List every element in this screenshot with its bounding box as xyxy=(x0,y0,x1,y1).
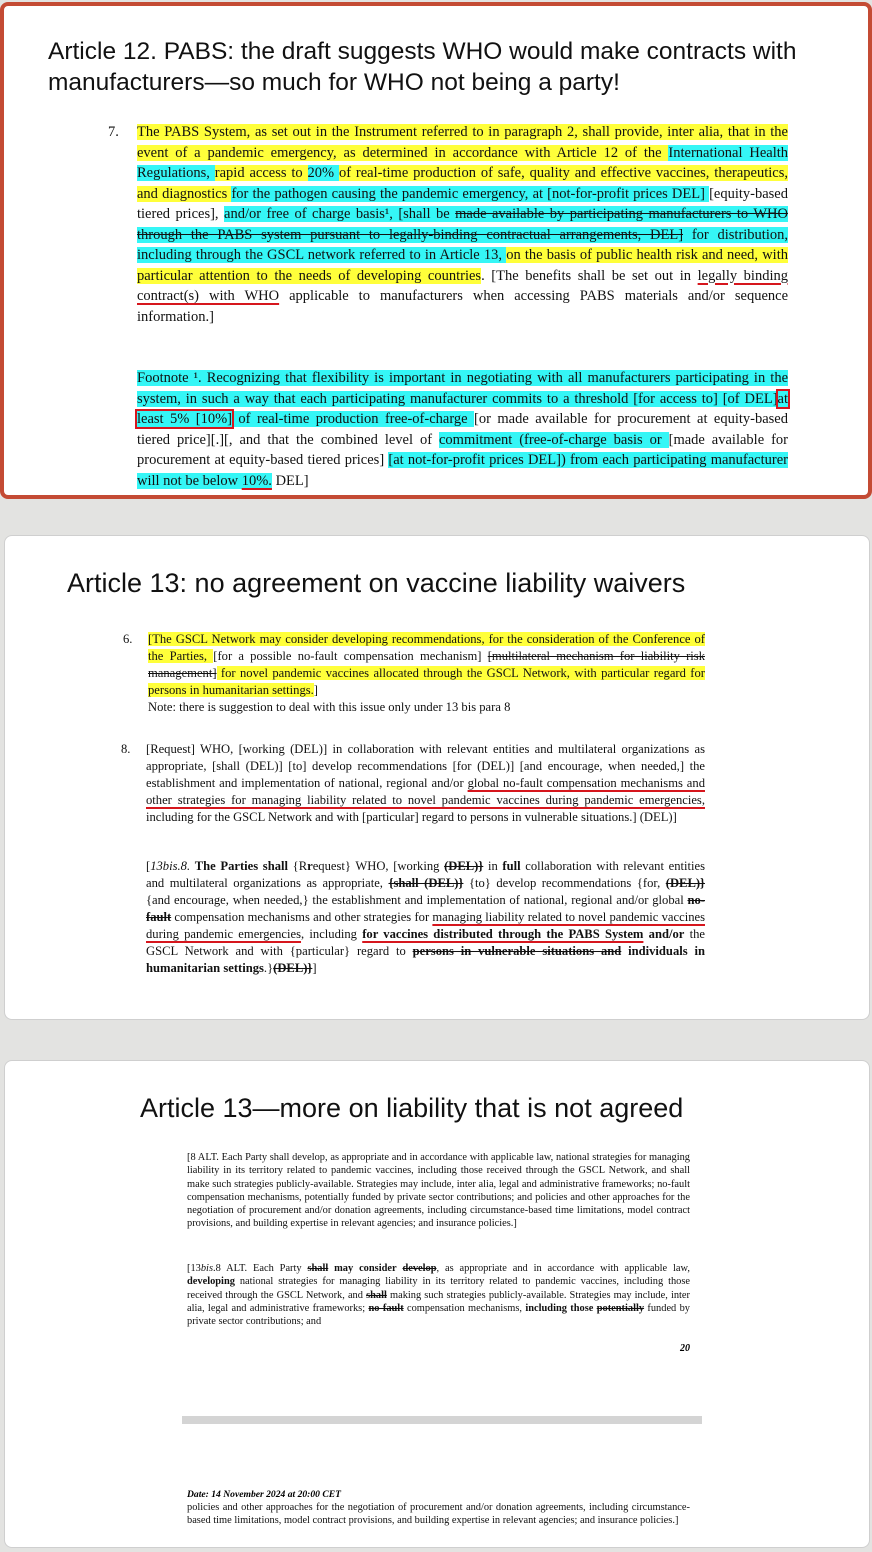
text-segment: DEL] xyxy=(271,472,309,489)
text-segment: (DEL)} xyxy=(665,876,705,890)
text-segment: (DEL)} xyxy=(273,961,313,975)
text-segment: legally binding contract(s) with WHO xyxy=(137,267,788,304)
text-segment: global no-fault compensation mechanisms and other strategies for managing liability related to novel pandemic vaccines during pandemic emergencies, xyxy=(146,776,705,807)
page-break-divider xyxy=(182,1416,702,1424)
text-segment: and/or free of charge basis¹, [shall be xyxy=(224,206,456,222)
continuation-text: policies and other approaches for the negotiation of procurement and/or donation agreements, including circumstance-based time limitations, model contract provisions, and building expertise in relevant agencies; and insurance policies.] xyxy=(187,1502,690,1527)
text-segment: [Request] WHO, [working (DEL)] in collaboration with relevant entities and multilateral organizations as appropriate, [shall (DEL)] [to] develop recommendations [for (DEL)] [and encourage, when needed,] the establishment and implementation of national, regional and/or xyxy=(146,742,705,790)
text-segment: potentially xyxy=(596,1302,645,1314)
text-segment: bis xyxy=(200,1263,213,1274)
paragraph-7 xyxy=(108,122,788,327)
text-segment: including for the GSCL Network and with [particular] regard to persons in vulnerable situations.] (DEL)] xyxy=(146,810,677,824)
text-segment: [or made available for procurement at equity-based tiered price][.][, and that the combined level of xyxy=(137,411,788,448)
text-segment: persons in vulnerable situations and xyxy=(412,944,622,958)
text-segment: including those xyxy=(525,1302,594,1314)
paragraph-text xyxy=(146,741,705,826)
paragraph-number: 6. xyxy=(123,632,133,646)
text-segment: on the basis of public health risk and need, with particular attention to the needs of developing countries xyxy=(137,247,788,284)
paragraph-13bis-8-alt xyxy=(187,1262,690,1328)
slide-title: Article 13—more on liability that is not agreed xyxy=(140,1093,684,1123)
text-segment: The Parties shall xyxy=(194,859,289,873)
text-segment: ] xyxy=(313,683,318,697)
text-segment: compensation mechanisms, xyxy=(403,1302,526,1314)
text-segment: shall xyxy=(366,1289,387,1301)
text-segment: no-fault xyxy=(368,1302,404,1314)
text-segment: national strategies for managing liability in its territory related to pandemic vaccines, including those received through the GSCL Network, and xyxy=(187,1276,690,1301)
slide-title: Article 12. PABS: the draft suggests WHO would make contracts with manufacturers—so much for WHO not being a party! xyxy=(48,38,797,96)
text-segment: Footnote ¹. Recognizing that flexibility is important in negotiating with all manufacturers participating in the system, in such a way that each participating manufacturer commits to a threshold [for access to] [of DEL] xyxy=(137,370,788,407)
page-number: 20 xyxy=(680,1343,690,1354)
text-segment: ] xyxy=(312,961,317,975)
slide-article-13-liability xyxy=(4,1060,870,1548)
text-segment: [13 xyxy=(187,1263,201,1274)
text-segment: {to} develop recommendations {for, xyxy=(463,876,666,890)
slide-article-13-waivers xyxy=(4,535,870,1020)
text-segment: applicable to manufacturers when accessing PABS materials and/or sequence information.] xyxy=(137,288,789,325)
paragraph-6 xyxy=(123,631,705,716)
text-segment: rapid access to xyxy=(214,165,308,181)
text-segment: compensation mechanisms and other strategies for xyxy=(171,910,433,924)
text-segment: .} xyxy=(263,961,274,975)
text-segment: full xyxy=(502,859,521,873)
text-segment: for distribution, including through the GSCL network referred to in Article 13, xyxy=(137,226,788,263)
text-segment: at least 5% [10%] xyxy=(137,390,788,427)
text-segment: [multilateral mechanism for liability risk management] xyxy=(148,649,705,680)
text-segment: for the pathogen causing the pandemic emergency, at [not-for-profit prices DEL] xyxy=(231,185,710,202)
text-segment: 20% xyxy=(307,165,339,181)
paragraph-13bis-8 xyxy=(146,858,705,977)
text-segment: and/or xyxy=(643,927,685,941)
text-segment: [equity-based tiered prices], xyxy=(137,185,788,222)
text-segment: develop xyxy=(402,1263,437,1274)
text-segment: no-fault xyxy=(146,893,705,924)
text-segment: commitment (free-of-charge basis or xyxy=(438,431,669,448)
text-segment: collaboration with relevant entities and multilateral organizations as appropriate, xyxy=(146,859,705,890)
text-segment: [made available for procurement at equity-based tiered prices] xyxy=(137,431,788,468)
document-date: Date: 14 November 2024 at 20:00 CET xyxy=(187,1489,342,1500)
text-segment: [at not-for-profit prices DEL]) from each participating manufacturer will not be below xyxy=(137,452,788,489)
text-segment: {and encourage, when needed,} the establishment and implementation of national, regional and/or global xyxy=(146,893,688,907)
text-segment: individuals in humanitarian settings xyxy=(146,944,705,975)
footnote-1 xyxy=(137,368,788,491)
text-segment: [for a possible no-fault compensation mechanism] xyxy=(213,649,488,663)
text-segment: funded by private sector contributions; and xyxy=(187,1302,690,1328)
text-segment: The PABS System, as set out in the Instrument referred to in paragraph 2, shall provide, inter alia, that in the event of a pandemic emergency, as determined in accordance with Article 12 of the xyxy=(137,124,788,161)
text-segment: International Health Regulations, xyxy=(137,144,788,181)
text-segment: the GSCL Network and with {particular} regard to xyxy=(146,927,705,958)
text-segment: shall xyxy=(307,1263,329,1274)
paragraph-number: 7. xyxy=(108,124,119,140)
text-segment: making such strategies publicly-available. Strategies may include, inter alia, legal and administrative frameworks; xyxy=(187,1289,691,1314)
text-segment: . [The benefits shall be set out in xyxy=(481,267,698,284)
text-segment: managing liability related to novel pandemic vaccines during pandemic emergencies xyxy=(146,910,705,941)
text-segment: of real-time production free-of-charge xyxy=(232,411,475,427)
text-segment: [ xyxy=(146,859,151,873)
text-segment: .8 ALT. Each Party xyxy=(213,1263,308,1274)
text-segment: , including xyxy=(301,927,363,941)
paragraph-8-alt: [8 ALT. Each Party shall develop, as appropriate and in accordance with applicable law, national strategies for managing liability in its territory related to pandemic vaccines, including those received through the GSCL Network, and shall make such strategies publicly-available. Strategies may include, inter alia, legal and administrative frameworks; no-fault compensation mechanisms, potentially funded by private sector contributions; and policies and other approaches for the negotiation of procurement and/or donation agreements, including circumstance-based time limitations, model contract provisions, and building expertise in relevant agencies; and insurance policies.] xyxy=(187,1152,690,1230)
slide-article-12 xyxy=(0,2,872,499)
paragraph-number: 8. xyxy=(121,742,131,756)
text-segment: , as appropriate and in accordance with applicable law, xyxy=(436,1263,690,1274)
text-segment: (DEL)} xyxy=(444,859,484,873)
text-segment: for novel pandemic vaccines allocated through the GSCL Network, with particular regard for persons in humanitarian settings. xyxy=(148,666,705,697)
text-segment: made available by participating manufacturers to WHO through the PABS system pursuant to legally-binding contractual arrangements, DEL] xyxy=(137,206,788,243)
text-segment: for vaccines distributed through the PABS System xyxy=(362,927,644,941)
text-segment: of real-time production of safe, quality and effective vaccines, therapeutics, and diagnostics xyxy=(137,165,788,202)
text-segment: developing xyxy=(187,1276,235,1288)
slide-title: Article 13: no agreement on vaccine liability waivers xyxy=(67,568,686,598)
text-segment: {R xyxy=(288,859,308,873)
paragraph-text xyxy=(137,122,788,327)
text-segment: [The GSCL Network may consider developing recommendations, for the consideration of the Conference of the Parties, xyxy=(148,632,705,663)
paragraph-note: Note: there is suggestion to deal with this issue only under 13 bis para 8 xyxy=(148,700,511,714)
text-segment: 13bis.8. xyxy=(150,859,191,873)
text-segment: {shall (DEL)} xyxy=(388,876,464,890)
paragraph-text xyxy=(148,631,705,699)
text-segment: may consider xyxy=(334,1263,397,1274)
paragraph-8 xyxy=(121,741,705,826)
text-segment: equest} WHO, [working xyxy=(312,859,445,873)
text-segment: 10%. xyxy=(241,472,272,489)
text-segment: r xyxy=(307,859,313,873)
text-segment: in xyxy=(483,859,503,873)
